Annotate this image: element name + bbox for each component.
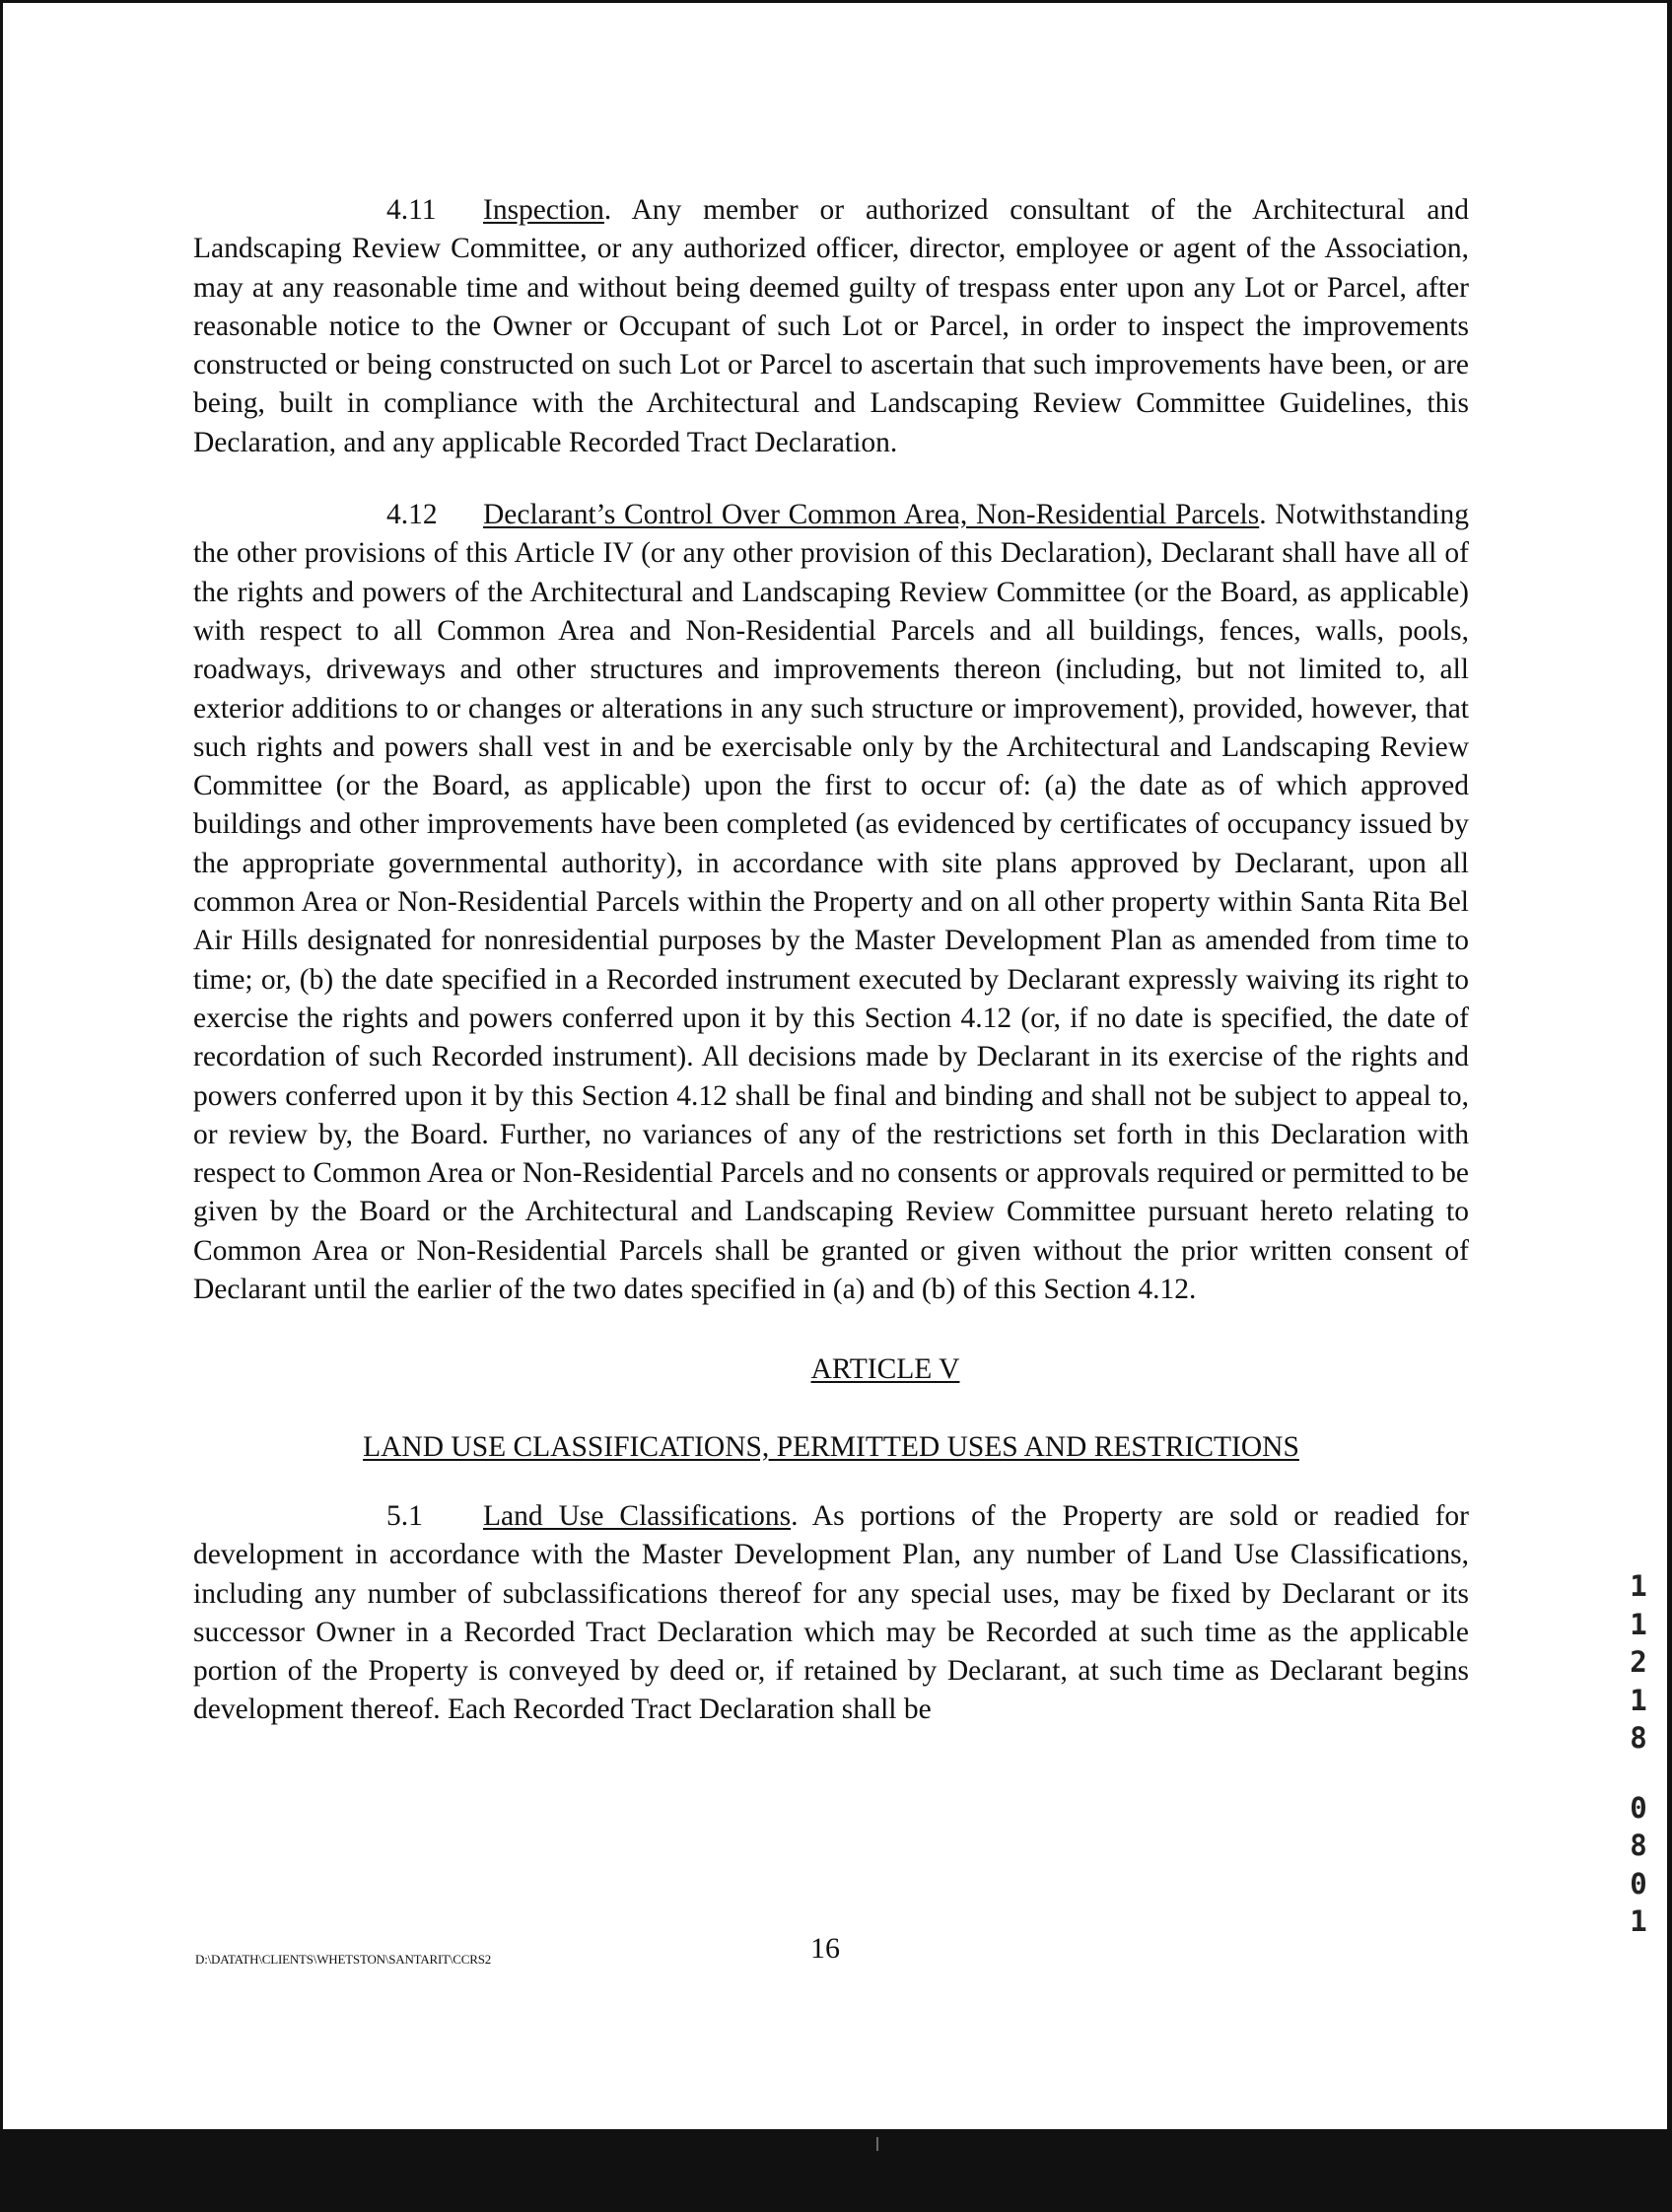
section-heading: Inspection xyxy=(483,194,604,226)
stamp-digit: 8 xyxy=(1630,1829,1647,1862)
scan-edge-top xyxy=(0,0,1672,3)
stamp-gap xyxy=(1621,1758,1656,1789)
section-4-11 xyxy=(193,191,1469,462)
section-number: 4.12 xyxy=(386,499,438,531)
scan-edge-left xyxy=(0,0,3,2212)
scan-edge-tick xyxy=(876,2137,878,2151)
scan-edge-right xyxy=(1667,0,1672,2212)
article-heading: ARTICLE V xyxy=(810,1353,960,1386)
stamp-digit: 8 xyxy=(1630,1721,1647,1755)
article-title: LAND USE CLASSIFICATIONS, PERMITTED USES AND RESTRICTIONS xyxy=(363,1430,1299,1463)
margin-recording-stamp xyxy=(1621,1567,1656,1941)
section-text: . Notwithstanding the other provisions of this Article IV (or any other provision of this Declaration), Declarant shall have all of the rights and powers of the Architectural and Landscaping Review Committee (or the Board, as applicable) with respect to all Common Area and Non-Residential Parcels and all buildings, fences, walls, pools, roadways, driveways and other structures and improvements thereon (including, but not limited to, all exterior additions to or changes or alterations in any such structure or improvement), provided, however, that such rights and powers shall vest in and be exercisable only by the Architectural and Landscaping Review Committee (or the Board, as applicable) upon the first to occur of: (a) the date as of which approved buildings and other improvements have been completed (as evidenced by certificates of occupancy issued by the appropriate governmental authority), in accordance with site plans approved by Declarant, upon all common Area or Non-Residential Parcels within the Property and on all other property within Santa Rita Bel Air Hills designated for nonresidential purposes by the Master Development Plan as amended from time to time; or, (b) the date specified in a Recorded instrument executed by Declarant expressly waiving its right to exercise the rights and powers conferred upon it by this Section 4.12 (or, if no date is specified, the date of recordation of such Recorded instrument). All decisions made by Declarant in its exercise of the rights and powers conferred upon it by this Section 4.12 shall be final and binding and shall not be subject to appeal to, or review by, the Board. Further, no variances of any of the restrictions set forth in this Declaration with respect to Common Area or Non-Residential Parcels and no consents or approvals required or permitted to be given by the Board or the Architectural and Landscaping Review Committee pursuant hereto relating to Common Area or Non-Residential Parcels shall be granted or given without the prior written consent of Declarant until the earlier of the two dates specified in (a) and (b) of this Section 4.12. xyxy=(193,499,1469,1306)
scan-edge-bottom xyxy=(0,2129,1672,2212)
stamp-digit: 1 xyxy=(1630,1569,1647,1603)
section-text: . Any member or authorized consultant of the Architectural and Landscaping Review Committee, or any authorized officer, director, employee or agent of the Association, may at any reasonable time and without being deemed guilty of trespass enter upon any Lot or Parcel, after reasonable notice to the Owner or Occupant of such Lot or Parcel, in order to inspect the improvements constructed or being constructed on such Lot or Parcel to ascertain that such improvements have been, or are being, built in compliance with the Architectural and Landscaping Review Committee Guidelines, this Declaration, and any applicable Recorded Tract Declaration. xyxy=(193,194,1469,458)
section-4-12 xyxy=(193,496,1469,1309)
document-page xyxy=(193,191,1469,1730)
stamp-digit: 1 xyxy=(1630,1607,1647,1641)
section-heading: Declarant’s Control Over Common Area, Non-Residential Parcels xyxy=(483,499,1260,531)
stamp-digit: 0 xyxy=(1630,1866,1647,1901)
stamp-digit: 1 xyxy=(1630,1904,1647,1938)
section-5-1 xyxy=(193,1497,1469,1730)
section-number: 5.1 xyxy=(386,1499,423,1532)
section-text: . As portions of the Property are sold or readied for development in accordance with the Master Development Plan, any number of Land Use Classifications, including any number of subclassifications thereof for any special uses, may be fixed by Declarant or its successor Owner in a Recorded Tract Declaration which may be Recorded at such time as the applicable portion of the Property is conveyed by deed or, if retained by Declarant, at such time as Declarant begins development thereof. Each Recorded Tract Declaration shall be xyxy=(193,1499,1469,1726)
stamp-digit: 2 xyxy=(1630,1645,1647,1679)
page-number: 16 xyxy=(810,1932,840,1965)
footer-file-path: D:\DATATH\CLIENTS\WHETSTON\SANTARIT\CCRS2 xyxy=(195,1952,492,1967)
stamp-digit: 1 xyxy=(1630,1683,1647,1717)
section-number: 4.11 xyxy=(386,194,437,226)
stamp-digit: 0 xyxy=(1630,1790,1647,1825)
section-heading: Land Use Classifications xyxy=(483,1499,792,1532)
